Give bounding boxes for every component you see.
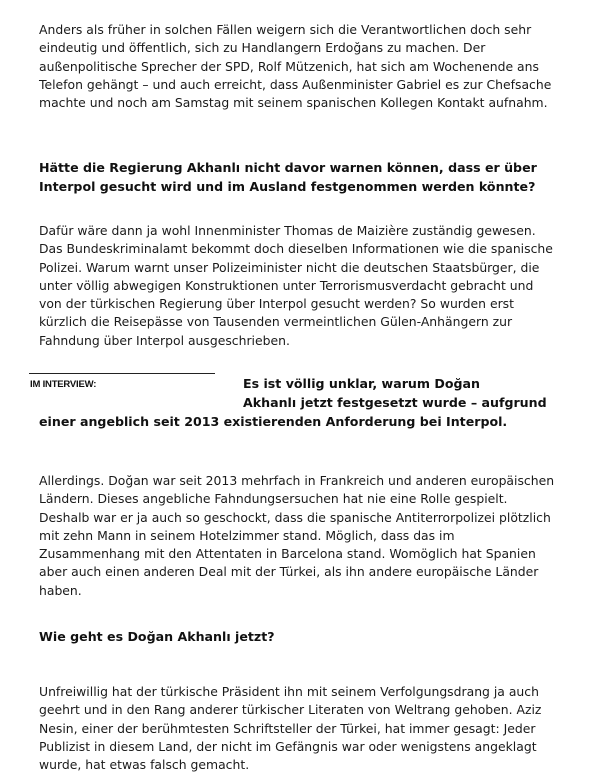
interview-question: Es ist völlig unklar, warum Doğan bbox=[243, 376, 480, 391]
divider-rule bbox=[29, 373, 215, 374]
answer-paragraph: Allerdings. Doğan war seit 2013 mehrfach in Frankreich und anderen europäischen Ländern. Dieses angebliche Fahndungsersuchen hat nie eine Rolle gespielt. Deshalb war er ja auch so geschockt, dass die spanische Antiterrorpolizei plötzlich mit zehn Mann in seinem Hotelzimmer stand. Möglich, dass das im Zusammenhang mit den Attentaten in Barcelona stand. Womöglich hat Spanien aber auch einen anderen Deal mit der Türkei, als ihn andere europäische Länder haben. bbox=[39, 473, 555, 598]
interview-question: Hätte die Regierung Akhanlı nicht davor warnen können, dass er über Interpol gesucht wird und im Ausland festgenommen werden könnte? bbox=[39, 160, 537, 194]
answer-paragraph: Unfreiwillig hat der türkische Präsident ihn mit seinem Verfolgungsdrang ja auch geehrt und in den Rang anderer türkischer Literaten von Weltrang gehoben. Aziz Nesin, einer der berühmtesten Schriftsteller der Türkei, hat immer gesagt: Jeder Publizist in diesem Land, der nicht im Gefängnis war oder wenigstens angeklagt wurde, hat etwas falsch gemacht. bbox=[39, 684, 542, 773]
answer-paragraph: Anders als früher in solchen Fällen weigern sich die Verantwortlichen doch sehr eindeutig und öffentlich, sich zu Handlangern Erdoğans zu machen. Der außenpolitische Sprecher der SPD, Rolf Mützenich, hat sich am Wochenende ans Telefon gehängt – und auch erreicht, dass Außenminister Gabriel es zur Chefsache machte und noch am Samstag mit seinem spanischen Kollegen Kontakt aufnahm. bbox=[39, 22, 552, 111]
interview-question-continued: Akhanlı jetzt festgesetzt wurde – aufgrund einer angeblich seit 2013 existierenden Anforderung bei Interpol. bbox=[39, 395, 547, 429]
interview-teaser bbox=[29, 366, 569, 456]
interview-question: Wie geht es Doğan Akhanlı jetzt? bbox=[39, 629, 275, 644]
interview-label[interactable]: IM INTERVIEW: bbox=[30, 379, 97, 390]
answer-paragraph: Dafür wäre dann ja wohl Innenminister Thomas de Maizière zuständig gewesen. Das Bundeskriminalamt bekommt doch dieselben Informationen wie die spanische Polizei. Warum warnt unser Polizeiminister nicht die deutschen Staatsbürger, die unter völlig abwegigen Konstruktionen unter Terrorismusverdacht gebracht und von der türkischen Regierung über Interpol gesucht werden? So wurden erst kürzlich die Reisepässe von Tausenden vermeintlichen Gülen-Anhängern zur Fahndung über Interpol ausgeschrieben. bbox=[39, 223, 553, 348]
